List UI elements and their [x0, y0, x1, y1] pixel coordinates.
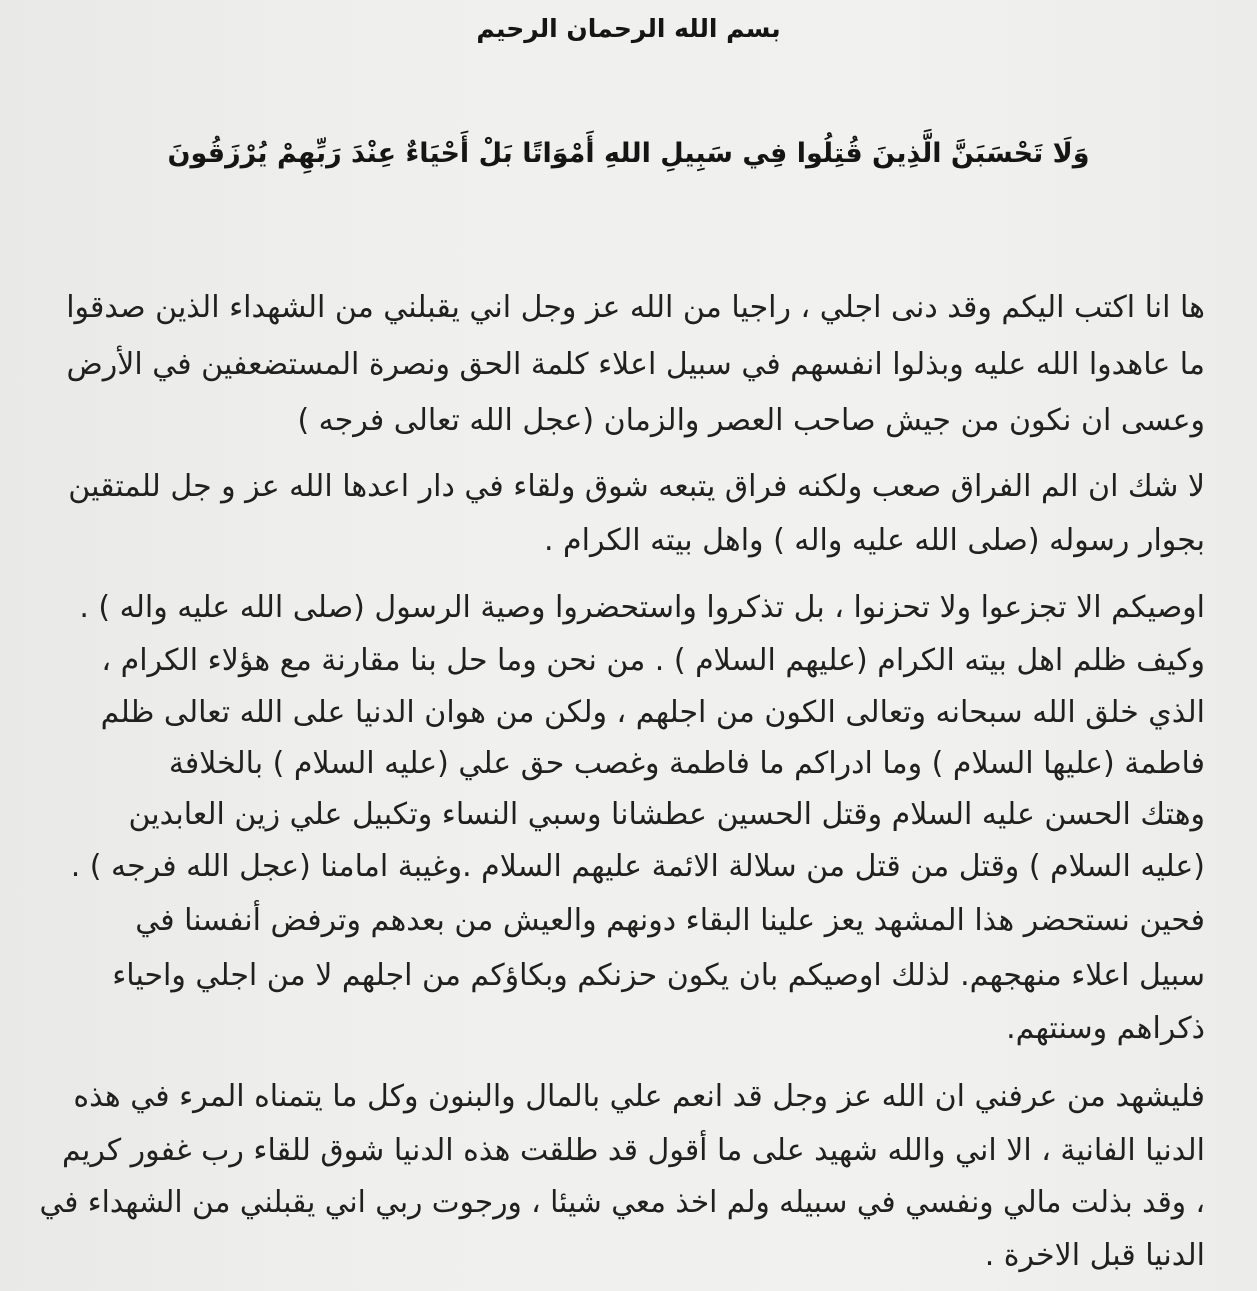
text-line: سبيل اعلاء منهجهم. لذلك اوصيكم بان يكون حزنكم وبكاؤكم من اجلهم لا من اجلي واحياء: [112, 958, 1205, 993]
text-line: الدنيا قبل الاخرة .: [984, 1238, 1205, 1273]
text-line: الذي خلق الله سبحانه وتعالى الكون من اجلهم ، ولكن من هوان الدنيا على الله تعالى ظلم: [100, 695, 1205, 730]
text-line: وعسى ان نكون من جيش صاحب العصر والزمان (عجل الله تعالى فرجه ): [297, 403, 1205, 438]
text-line: (عليه السلام ) وقتل من قتل من سلالة الائمة عليهم السلام .وغيبة امامنا (عجل الله فرجه ) .: [70, 849, 1205, 884]
text-line: فليشهد من عرفني ان الله عز وجل قد انعم علي بالمال والبنون وكل ما يتمناه المرء في هذه: [73, 1079, 1205, 1114]
basmala-heading: بسم الله الرحمان الرحيم: [476, 14, 781, 43]
text-line: لا شك ان الم الفراق صعب ولكنه فراق يتبعه شوق ولقاء في دار اعدها الله عز و جل للمتقين: [68, 469, 1205, 504]
quran-verse: وَلَا تَحْسَبَنَّ الَّذِينَ قُتِلُوا فِي سَبِيلِ اللهِ أَمْوَاتًا بَلْ أَحْيَاءٌ عِنْدَ رَبِّهِمْ يُرْزَقُونَ: [167, 138, 1090, 169]
text-line: الدنيا الفانية ، الا اني والله شهيد على ما أقول قد طلقت هذه الدنيا شوق للقاء رب غفور كريم: [62, 1133, 1205, 1168]
text-line: وكيف ظلم اهل بيته الكرام (عليهم السلام ) . من نحن وما حل بنا مقارنة مع هؤلاء الكرام ،: [101, 643, 1205, 678]
text-line: ، وقد بذلت مالي ونفسي في سبيله ولم اخذ معي شيئا ، ورجوت ربي اني يقبلني من الشهداء في: [39, 1185, 1205, 1220]
text-line: وهتك الحسن عليه السلام وقتل الحسين عطشانا وسبي النساء وتكبيل علي زين العابدين: [128, 797, 1205, 832]
text-line: ما عاهدوا الله عليه وبذلوا انفسهم في سبيل اعلاء كلمة الحق ونصرة المستضعفين في الأرض: [66, 347, 1205, 382]
text-line: فاطمة (عليها السلام ) وما ادراكم ما فاطمة وغصب حق علي (عليه السلام ) بالخلافة: [168, 746, 1205, 781]
text-line: ذكراهم وسنتهم.: [1006, 1011, 1205, 1046]
text-line: فحين نستحضر هذا المشهد يعز علينا البقاء دونهم والعيش من بعدهم وترفض أنفسنا في: [135, 903, 1205, 938]
text-line: اوصيكم الا تجزعوا ولا تحزنوا ، بل تذكروا واستحضروا وصية الرسول (صلى الله عليه واله ) .: [79, 590, 1205, 625]
text-line: ها انا اكتب اليكم وقد دنى اجلي ، راجيا من الله عز وجل اني يقبلني من الشهداء الذين صدقوا: [66, 290, 1205, 325]
text-line: بجوار رسوله (صلى الله عليه واله ) واهل بيته الكرام .: [543, 523, 1205, 558]
